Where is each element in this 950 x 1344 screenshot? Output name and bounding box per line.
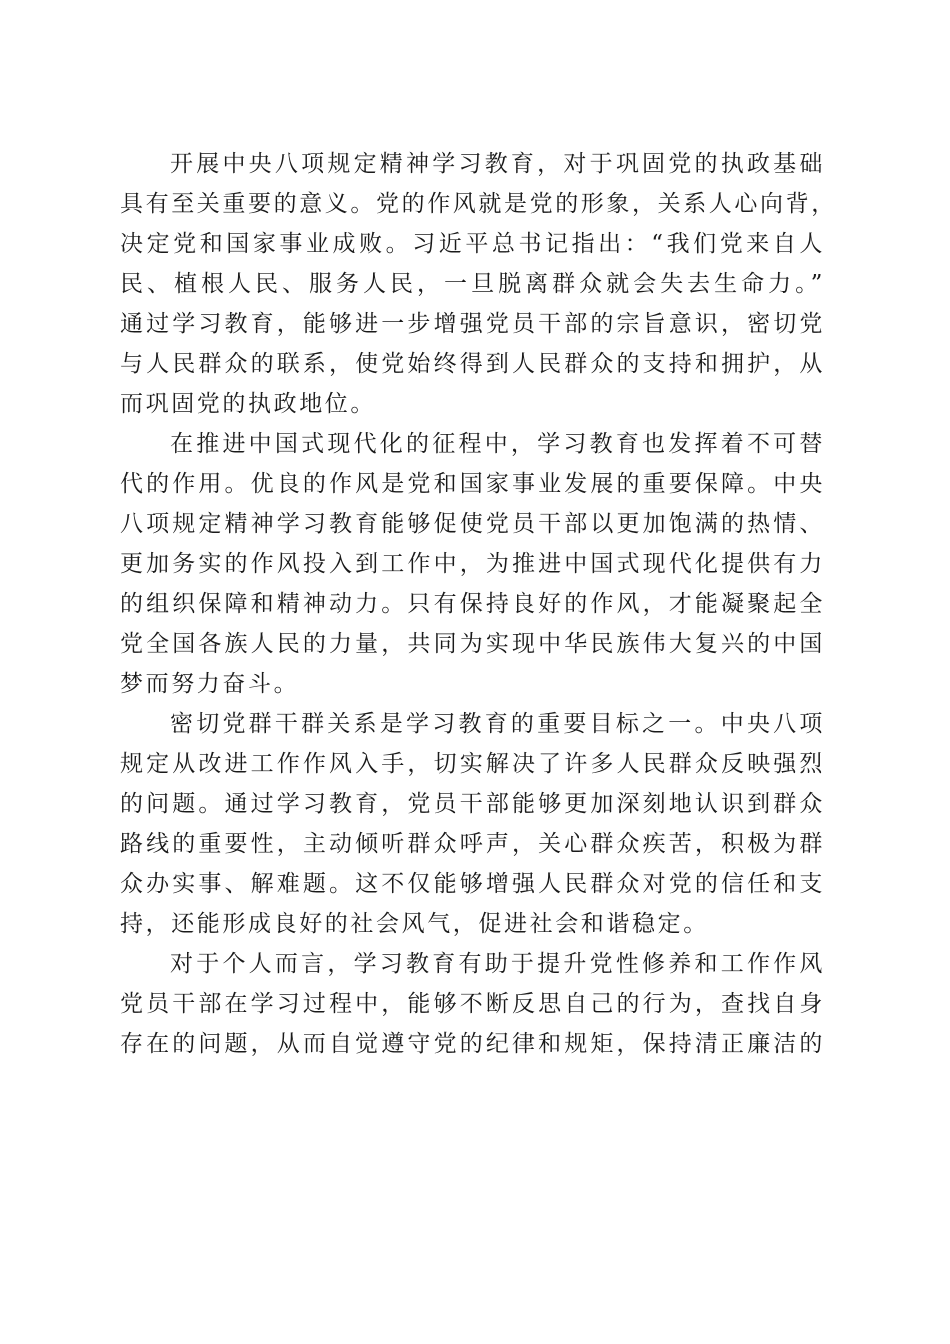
text-line: 的组织保障和精神动力。只有保持良好的作风，才能凝聚起全 xyxy=(120,591,825,617)
text-line: 与人民群众的联系，使党始终得到人民群众的支持和拥护，从 xyxy=(120,351,825,377)
text-line: 民、植根人民、服务人民，一旦脱离群众就会失去生命力。” xyxy=(120,271,825,297)
text-line: 路线的重要性，主动倾听群众呼声，关心群众疾苦，积极为群 xyxy=(120,831,825,857)
text-line: 的问题。通过学习教育，党员干部能够更加深刻地认识到群众 xyxy=(120,791,825,817)
text-line: 代的作用。优良的作风是党和国家事业发展的重要保障。中央 xyxy=(120,471,825,497)
text-line: 更加务实的作风投入到工作中，为推进中国式现代化提供有力 xyxy=(120,551,825,577)
text-line: 通过学习教育，能够进一步增强党员干部的宗旨意识，密切党 xyxy=(120,311,825,337)
text-line: 具有至关重要的意义。党的作风就是党的形象，关系人心向背， xyxy=(120,191,837,217)
text-line: 在推进中国式现代化的征程中，学习教育也发挥着不可替 xyxy=(170,431,825,457)
paragraph-4 xyxy=(120,944,825,1064)
document-body xyxy=(120,144,837,1064)
text-line: 众办实事、解难题。这不仅能够增强人民群众对党的信任和支 xyxy=(120,871,825,897)
text-line: 梦而努力奋斗。 xyxy=(120,671,300,697)
text-line: 规定从改进工作作风入手，切实解决了许多人民群众反映强烈 xyxy=(120,751,825,777)
paragraph-1 xyxy=(120,144,837,424)
text-line: 党全国各族人民的力量，共同为实现中华民族伟大复兴的中国 xyxy=(120,631,825,657)
text-line: 密切党群干群关系是学习教育的重要目标之一。中央八项 xyxy=(170,711,825,737)
text-line: 持，还能形成良好的社会风气，促进社会和谐稳定。 xyxy=(120,911,709,937)
paragraph-3 xyxy=(120,704,825,944)
text-line: 存在的问题，从而自觉遵守党的纪律和规矩，保持清正廉洁的 xyxy=(120,1031,825,1057)
text-line: 开展中央八项规定精神学习教育，对于巩固党的执政基础 xyxy=(170,151,825,177)
text-line: 决定党和国家事业成败。习近平总书记指出：“我们党来自人 xyxy=(120,231,825,257)
text-line: 八项规定精神学习教育能够促使党员干部以更加饱满的热情、 xyxy=(120,511,825,537)
text-line: 对于个人而言，学习教育有助于提升党性修养和工作作风 xyxy=(170,951,825,977)
text-line: 党员干部在学习过程中，能够不断反思自己的行为，查找自身 xyxy=(120,991,825,1017)
paragraph-2 xyxy=(120,424,825,704)
text-line: 而巩固党的执政地位。 xyxy=(120,391,376,417)
